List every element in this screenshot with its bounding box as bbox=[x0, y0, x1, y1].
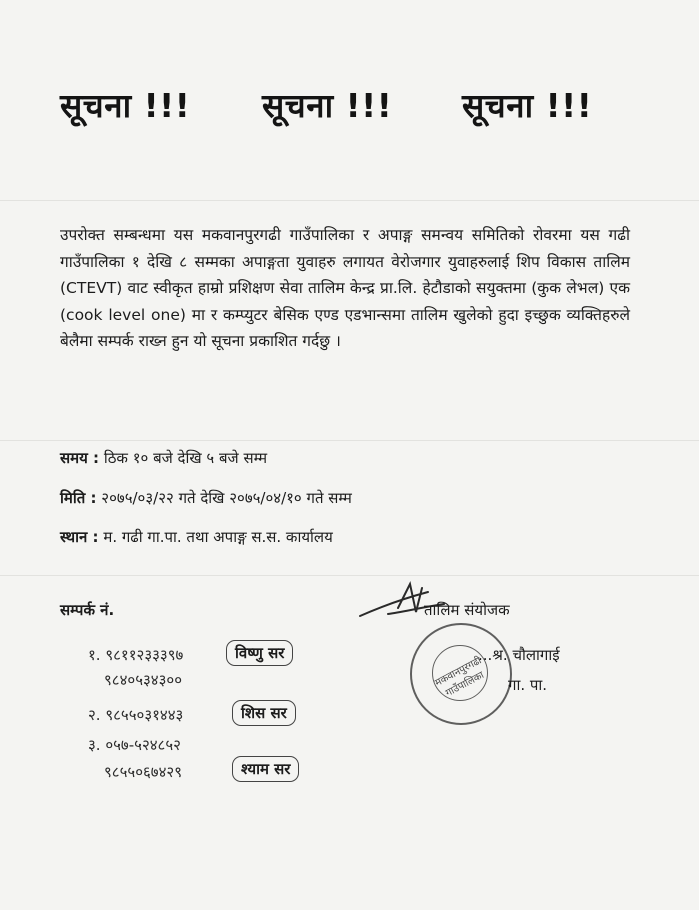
paper-fold-line bbox=[0, 440, 699, 441]
contact-number: ९८५५०६७४२९ bbox=[104, 763, 183, 781]
contact-number: ९८४०५३४३०० bbox=[104, 671, 183, 689]
date-value: २०७५/०३/२२ गते देखि २०७५/०४/१० गते सम्म bbox=[101, 489, 352, 507]
contact-label: सम्पर्क नं. bbox=[60, 601, 115, 619]
signatory-name: ...श्र. चौलागाई bbox=[478, 646, 560, 664]
contact-name: विष्णु सर bbox=[226, 640, 293, 666]
paper-fold-line bbox=[0, 575, 699, 576]
seal-text: मकवानपुरगढी गाउँपालिका bbox=[433, 655, 486, 700]
contact-name: शिस सर bbox=[232, 700, 296, 726]
place-row bbox=[60, 527, 333, 547]
place-value: म. गढी गा.पा. तथा अपाङ्ग स.स. कार्यालय bbox=[103, 528, 333, 546]
signatory-office: गा. पा. bbox=[508, 676, 548, 694]
notice-headline: सूचना !!! bbox=[262, 86, 393, 125]
place-label: स्थान : bbox=[60, 528, 99, 546]
notice-headline: सूचना !!! bbox=[462, 86, 593, 125]
paper-fold-line bbox=[0, 200, 699, 201]
date-row bbox=[60, 488, 352, 508]
contact-number: २. ९८५५०३१४४३ bbox=[88, 706, 184, 724]
contact-name: श्याम सर bbox=[232, 756, 299, 782]
contact-number: ३. ०५७-५२४८५२ bbox=[88, 736, 181, 754]
office-seal bbox=[410, 623, 512, 725]
notice-headline: सूचना !!! bbox=[60, 86, 191, 125]
time-value: ठिक १० बजे देखि ५ बजे सम्म bbox=[103, 449, 268, 467]
time-label: समय : bbox=[60, 449, 100, 467]
signatory-title: तालिम संयोजक bbox=[424, 601, 510, 619]
date-label: मिति : bbox=[60, 489, 97, 507]
time-row bbox=[60, 448, 267, 468]
notice-body: उपरोक्त सम्बन्धमा यस मकवानपुरगढी गाउँपालिका र अपाङ्ग समन्वय समितिको रोवरमा यस गढी गाउँपालिका १ देखि ८ सम्मका अपाङ्गता युवाहरु लगायत वेरोजगार युवाहरुलाई शिप विकास तालिम (CTEVT) वाट स्वीकृत हाम्रो प्रशिक्षण सेवा तालिम केन्द्र प्रा.लि. हेटौडाको सयुक्तमा (कुक लेभल) एक (cook level one) मा र कम्प्युटर बेसिक एण्ड एडभान्समा तालिम खुलेको हुदा इच्छुक व्यक्तिहरुले बेलैमा सम्पर्क राख्न हुन यो सूचना प्रकाशित गर्दछु । bbox=[60, 226, 630, 350]
contact-number: १. ९८११२३३३९७ bbox=[88, 646, 184, 664]
